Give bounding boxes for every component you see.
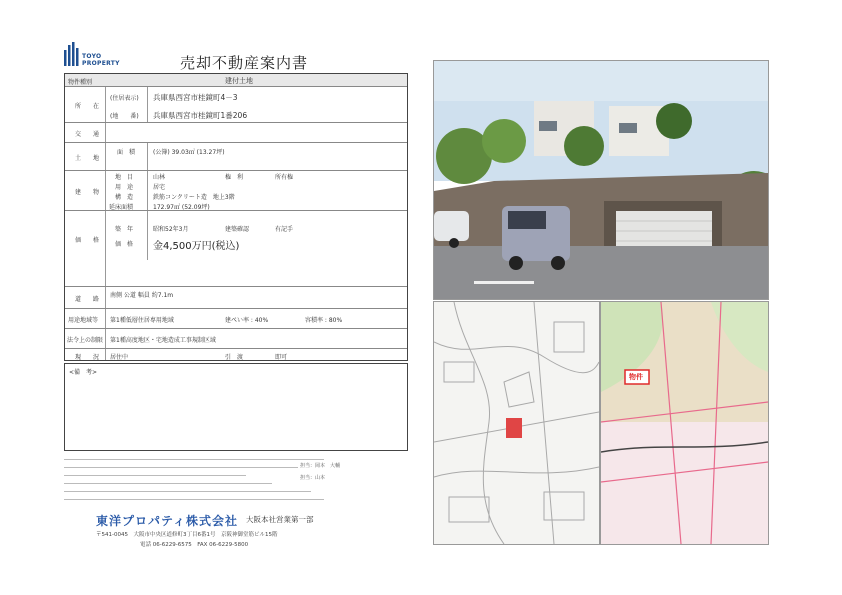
document-title: 売却不動産案内書 — [180, 54, 309, 72]
location-sub-divider — [147, 87, 148, 122]
land-label: 土 地 — [75, 155, 100, 162]
contact-1: 担当：岡本 大輔 — [300, 463, 341, 469]
restrictions-label: 法令上の制限 — [67, 337, 104, 344]
row-price — [65, 210, 407, 260]
row-zoning — [65, 308, 407, 328]
remarks-box — [64, 363, 408, 451]
location-sub1-value: 兵庫県西宮市桂鏡町4－3 — [153, 93, 238, 102]
building-r1-right-value: 所有権 — [275, 174, 294, 181]
land-area-value: (公簿) 39.03㎡ (13.27坪) — [153, 149, 225, 156]
building-r3-value: 鉄筋コンクリート造 地上3階 — [153, 194, 235, 201]
price-sub-divider — [147, 211, 148, 260]
status-value: 居住中 — [110, 354, 129, 361]
company-phone: 電話 06-6229-6575 FAX 06-6229-5800 — [140, 542, 249, 548]
restrictions-value: 第1種高度地区・宅地造成工事規制区域 — [110, 337, 216, 344]
traffic-label: 交 通 — [75, 131, 100, 138]
footnotes — [64, 456, 324, 500]
price-value: 金4,500万円(税込) — [153, 241, 240, 252]
property-marker-icon — [506, 418, 522, 438]
row-traffic — [65, 122, 407, 142]
contact-2: 担当：山本 — [300, 475, 326, 481]
company-address: 〒541-0045 大阪市中央区道修町3丁目6番1号 京阪神御堂筋ビル15階 — [96, 532, 278, 538]
building-r2-label: 用 途 — [115, 184, 134, 191]
building-r4-value: 172.97㎡ (52.09坪) — [153, 204, 210, 211]
handover-value: 即可 — [275, 354, 288, 361]
location-label: 所 在 — [75, 103, 100, 110]
zoning-far: 容積率 : 80% — [305, 317, 343, 324]
detail-map — [433, 301, 600, 545]
kind-value: 建付土地 — [225, 77, 253, 85]
building-label: 建 物 — [75, 189, 100, 196]
row-kind — [65, 74, 407, 86]
building-r1-value: 山林 — [153, 174, 166, 181]
building-sub-divider — [147, 171, 148, 210]
area-map-pin-label: 物件 — [629, 373, 643, 381]
row-status — [65, 348, 407, 361]
property-photo-illustration — [434, 61, 768, 299]
building-r3-label: 構 造 — [115, 194, 134, 201]
price-r1-label: 築 年 — [115, 226, 134, 233]
area-map — [600, 301, 769, 545]
row-road — [65, 286, 407, 308]
logo-line1: TOYO — [82, 53, 102, 60]
remarks-label: <備 考> — [69, 369, 98, 376]
logo-text — [82, 53, 120, 67]
company-name: 東洋プロパティ株式会社 — [96, 514, 239, 528]
handover-label: 引 渡 — [225, 354, 244, 361]
building-r1-label: 地 目 — [115, 174, 134, 181]
branch-name: 大阪本社営業第一部 — [246, 515, 314, 524]
row-restrictions — [65, 328, 407, 348]
location-sub2-label: (地 番) — [110, 113, 139, 120]
property-photo — [433, 60, 769, 300]
location-sub1-label: (住居表示) — [110, 95, 139, 102]
location-sub2-value: 兵庫県西宮市桂鏡町1番206 — [153, 111, 248, 120]
price-r2-label: 価 格 — [115, 241, 134, 248]
detail-map-illustration — [434, 302, 599, 544]
land-area-label: 面 積 — [117, 149, 136, 156]
area-map-illustration — [601, 302, 768, 544]
building-r4-label: 延床面積 — [109, 204, 134, 211]
building-r2-value: 居宅 — [153, 184, 166, 191]
company-logo-icon — [63, 42, 79, 66]
price-r1-right-label: 建築確認 — [225, 226, 250, 233]
price-label: 価 格 — [75, 237, 100, 244]
land-sub-divider — [147, 143, 148, 170]
row-building — [65, 170, 407, 210]
zoning-label: 用途地域等 — [68, 317, 99, 324]
kind-label: 物件種別 — [68, 79, 93, 86]
logo-line2: PROPERTY — [82, 60, 120, 67]
road-value: 南側 公道 幅員 約7.1m — [110, 292, 174, 299]
zoning-value: 第1種低層住居専用地域 — [110, 317, 174, 324]
status-label: 現 況 — [75, 354, 100, 361]
price-r1-right-value: 有記手 — [275, 226, 294, 233]
price-r1-value: 昭和52年3月 — [153, 226, 189, 233]
road-label: 道 路 — [75, 296, 100, 303]
zoning-coverage: 建ぺい率 : 40% — [225, 317, 269, 324]
row-location — [65, 86, 407, 122]
property-table — [64, 73, 408, 361]
row-land — [65, 142, 407, 170]
building-r1-right-label: 権 利 — [225, 174, 244, 181]
